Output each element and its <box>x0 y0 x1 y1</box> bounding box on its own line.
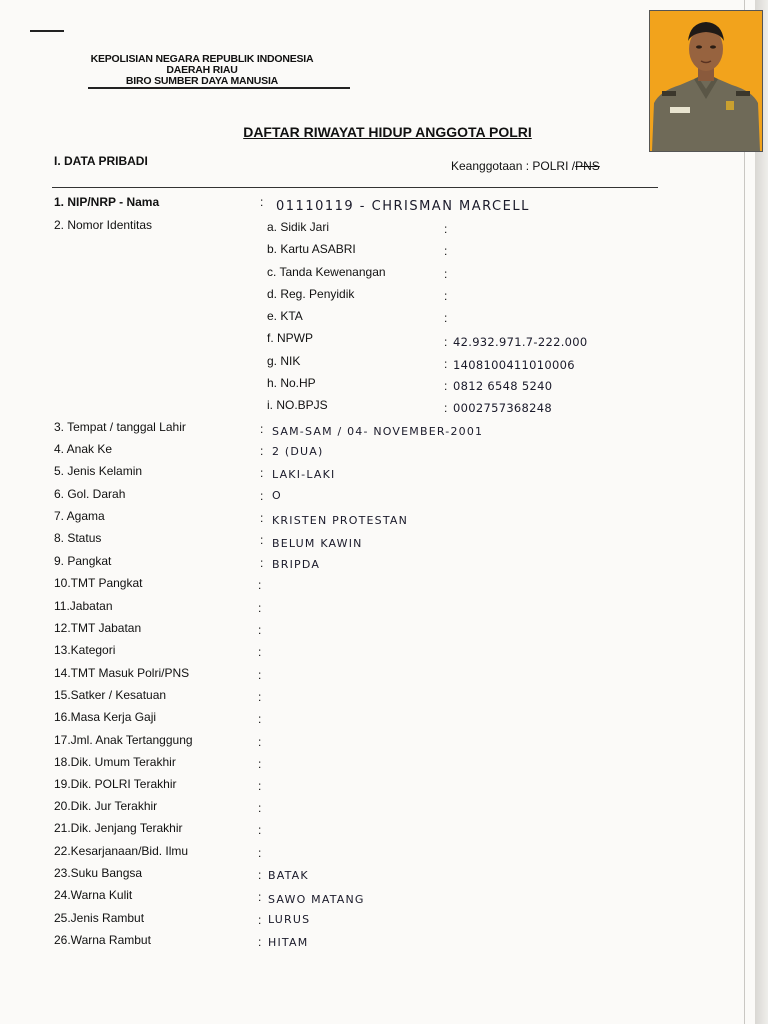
identity-label: d. Reg. Penyidik <box>267 287 355 301</box>
profile-photo <box>649 10 763 152</box>
field-colon: : <box>258 890 262 904</box>
field-value-handwritten: HITAM <box>268 936 309 949</box>
identity-colon: : <box>444 379 448 393</box>
field-label: 18.Dik. Umum Terakhir <box>54 755 176 769</box>
field-label: 6. Gol. Darah <box>54 487 126 501</box>
field-colon: : <box>260 556 264 570</box>
identity-colon: : <box>444 335 448 349</box>
field-value-handwritten: BRIPDA <box>272 558 321 571</box>
field-label: 15.Satker / Kesatuan <box>54 688 167 702</box>
identity-colon: : <box>444 289 448 303</box>
paper-edge <box>755 0 768 1024</box>
identity-colon: : <box>444 311 448 325</box>
field-colon: : <box>258 801 262 815</box>
field-label: 1. NIP/NRP - Nama <box>54 195 160 209</box>
corner-dash <box>30 30 64 32</box>
identity-label: h. No.HP <box>267 376 316 390</box>
field-label: 7. Agama <box>54 509 105 523</box>
field-label: 22.Kesarjanaan/Bid. Ilmu <box>54 844 189 858</box>
field-label: 3. Tempat / tanggal Lahir <box>54 420 186 434</box>
membership-struck-option: PNS <box>575 159 600 173</box>
field-colon: : <box>260 195 264 209</box>
field-colon: : <box>260 466 264 480</box>
identity-value-handwritten: 0812 6548 5240 <box>453 379 553 393</box>
field-colon: : <box>258 623 262 637</box>
document-title: DAFTAR RIWAYAT HIDUP ANGGOTA POLRI <box>243 124 532 140</box>
field-colon: : <box>258 601 262 615</box>
field-label: 4. Anak Ke <box>54 442 113 456</box>
identity-colon: : <box>444 401 448 415</box>
field-label: 14.TMT Masuk Polri/PNS <box>54 666 190 680</box>
identity-label: c. Tanda Kewenangan <box>267 265 386 279</box>
field-colon: : <box>258 757 262 771</box>
field-label: 16.Masa Kerja Gaji <box>54 710 157 724</box>
field-label: 17.Jml. Anak Tertanggung <box>54 733 193 747</box>
section-divider <box>52 187 658 188</box>
identity-label: i. NO.BPJS <box>267 398 328 412</box>
field-colon: : <box>258 690 262 704</box>
field-colon: : <box>258 735 262 749</box>
field-colon: : <box>258 823 262 837</box>
field-value-handwritten: BELUM KAWIN <box>272 537 363 550</box>
field-label: 11.Jabatan <box>54 599 113 613</box>
identity-label: e. KTA <box>267 309 303 323</box>
membership-label: Keanggotaan : POLRI / <box>451 159 576 173</box>
membership-status <box>451 159 600 173</box>
field-colon: : <box>258 913 262 927</box>
field-value-handwritten: SAM-SAM / 04- NOVEMBER-2001 <box>272 425 484 438</box>
identity-colon: : <box>444 244 448 258</box>
field-value-handwritten: SAWO MATANG <box>268 893 365 906</box>
section-heading: I. DATA PRIBADI <box>54 154 148 168</box>
field-colon: : <box>258 645 262 659</box>
page-edge-line <box>744 0 745 1024</box>
field-value-handwritten: BATAK <box>268 869 309 882</box>
field-label: 21.Dik. Jenjang Terakhir <box>54 821 183 835</box>
field-label: 9. Pangkat <box>54 554 112 568</box>
identity-value-handwritten: 1408100411010006 <box>453 358 575 372</box>
field-colon: : <box>260 422 264 436</box>
field-colon: : <box>260 511 264 525</box>
field-value-handwritten: LURUS <box>268 913 311 926</box>
field-label: 2. Nomor Identitas <box>54 218 153 232</box>
field-colon: : <box>258 668 262 682</box>
field-label: 25.Jenis Rambut <box>54 911 145 925</box>
field-label: 12.TMT Jabatan <box>54 621 142 635</box>
identity-label: f. NPWP <box>267 331 314 345</box>
field-label: 19.Dik. POLRI Terakhir <box>54 777 177 791</box>
field-colon: : <box>258 846 262 860</box>
field-value-handwritten: KRISTEN PROTESTAN <box>272 514 409 527</box>
header-bureau: BIRO SUMBER DAYA MANUSIA <box>125 75 279 87</box>
field-label: 20.Dik. Jur Terakhir <box>54 799 158 813</box>
field-colon: : <box>260 489 264 503</box>
header-region: DAERAH RIAU <box>166 64 238 76</box>
header-institution: KEPOLISIAN NEGARA REPUBLIK INDONESIA <box>90 53 314 65</box>
field-colon: : <box>258 578 262 592</box>
field-label: 8. Status <box>54 531 102 545</box>
field-value-handwritten: 01110119 - CHRISMAN MARCELL <box>276 199 530 214</box>
identity-value-handwritten: 0002757368248 <box>453 401 553 415</box>
field-label: 10.TMT Pangkat <box>54 576 143 590</box>
identity-label: a. Sidik Jari <box>267 220 330 234</box>
field-label: 5. Jenis Kelamin <box>54 464 143 478</box>
field-colon: : <box>260 533 264 547</box>
field-label: 26.Warna Rambut <box>54 933 151 947</box>
field-colon: : <box>258 779 262 793</box>
header-underline <box>88 87 350 89</box>
field-colon: : <box>258 868 262 882</box>
identity-colon: : <box>444 267 448 281</box>
field-value-handwritten: LAKI-LAKI <box>272 468 336 481</box>
field-label: 23.Suku Bangsa <box>54 866 143 880</box>
field-colon: : <box>260 444 264 458</box>
field-colon: : <box>258 935 262 949</box>
identity-value-handwritten: 42.932.971.7-222.000 <box>453 335 588 349</box>
identity-label: g. NIK <box>267 354 301 368</box>
field-colon: : <box>258 712 262 726</box>
field-value-handwritten: O <box>272 489 282 502</box>
identity-colon: : <box>444 357 448 371</box>
field-label: 24.Warna Kulit <box>54 888 133 902</box>
field-value-handwritten: 2 (DUA) <box>272 445 324 458</box>
identity-colon: : <box>444 222 448 236</box>
field-label: 13.Kategori <box>54 643 116 657</box>
identity-label: b. Kartu ASABRI <box>267 242 356 256</box>
